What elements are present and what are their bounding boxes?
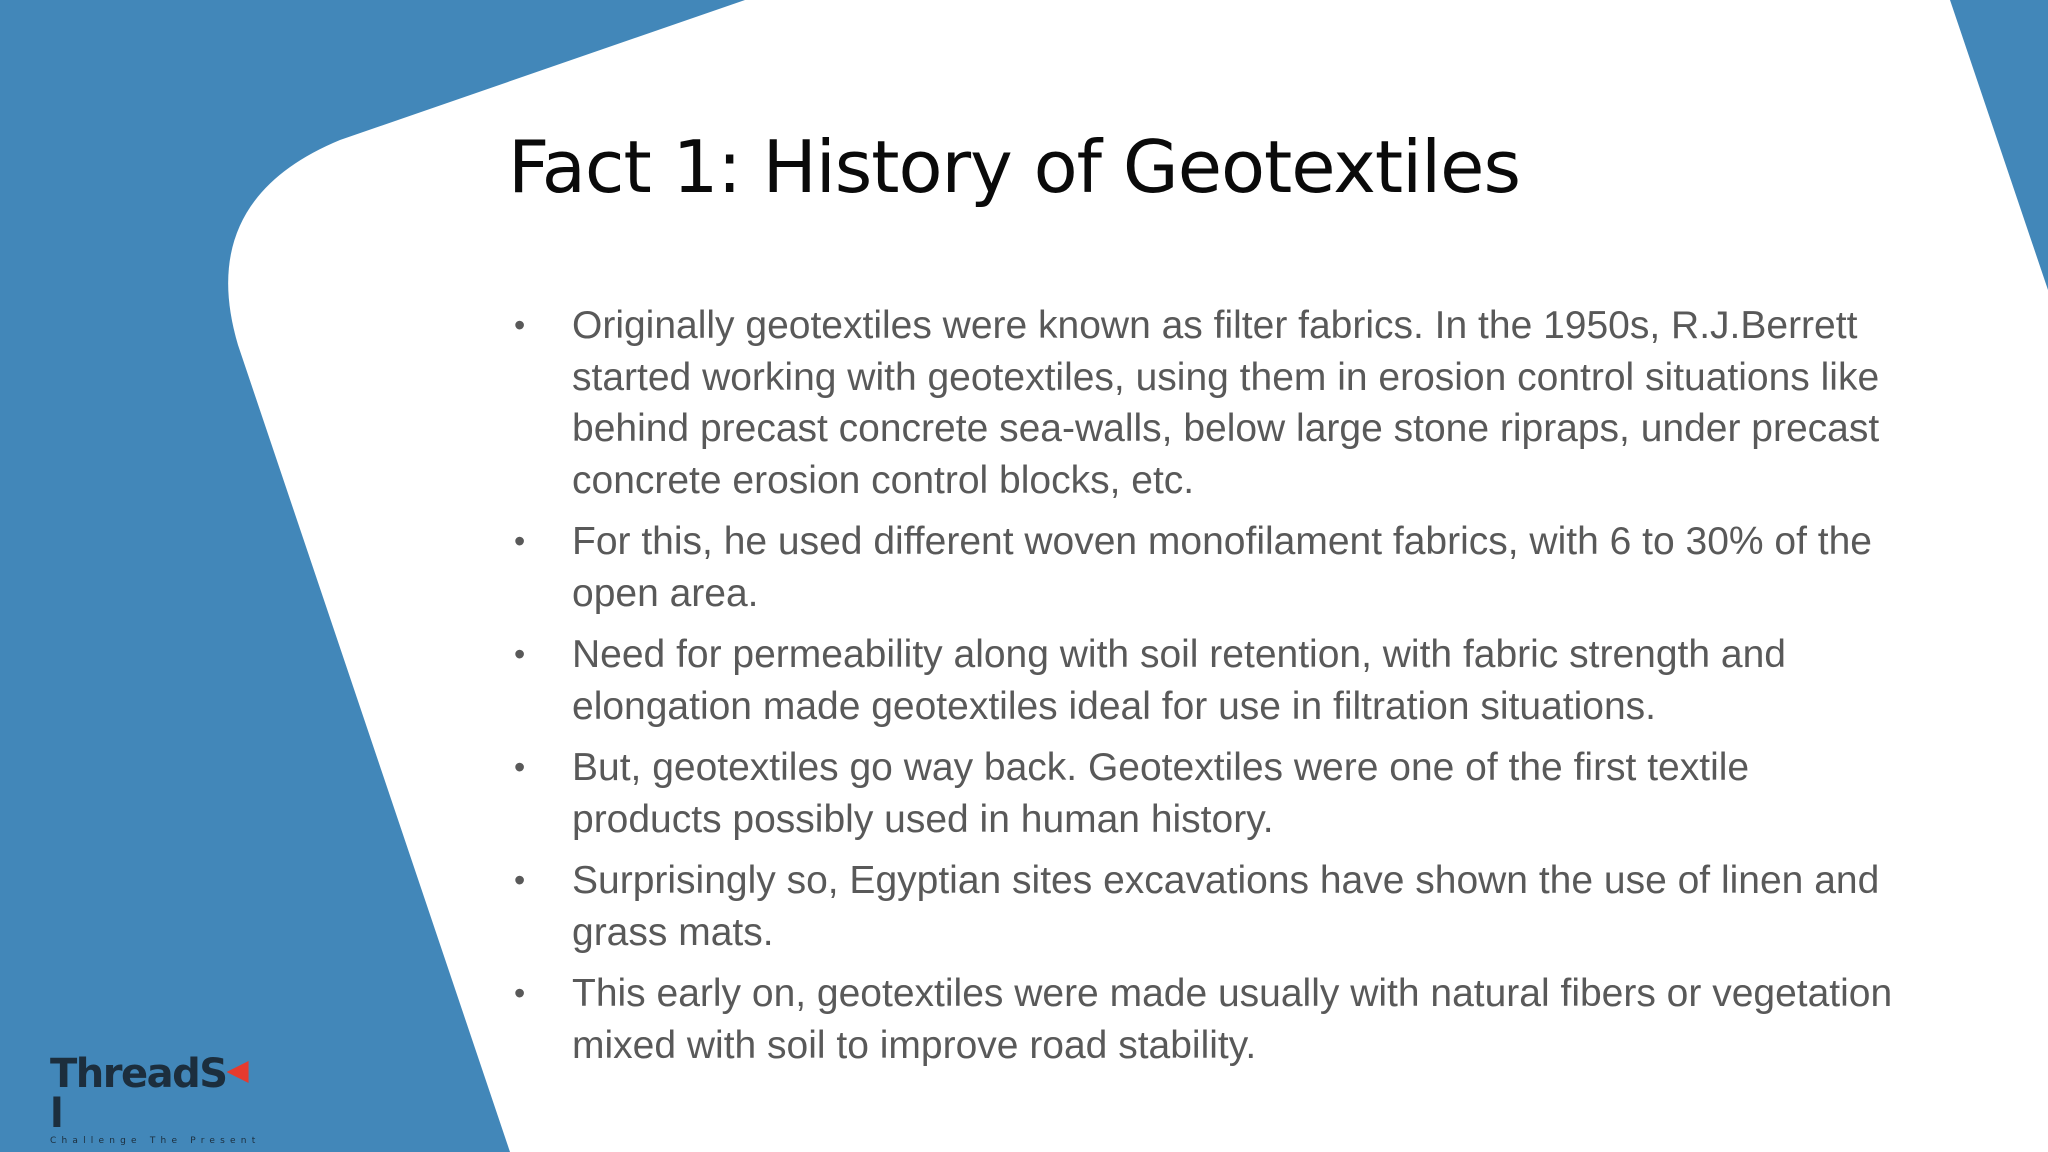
- bullet-text: For this, he used different woven monofilament fabrics, with 6 to 30% of the open area.: [572, 520, 1872, 615]
- bullet-dot-icon: •: [514, 523, 526, 559]
- logo-text-end: l: [50, 1091, 63, 1137]
- bullet-dot-icon: •: [514, 749, 526, 785]
- bullet-dot-icon: •: [514, 636, 526, 672]
- bullet-item: [508, 300, 1908, 506]
- play-triangle-icon: [227, 1061, 249, 1083]
- bullet-dot-icon: •: [514, 862, 526, 898]
- bullet-item: [508, 516, 1908, 619]
- bullet-list: [508, 300, 1908, 1081]
- bullet-item: [508, 742, 1908, 845]
- bullet-text: This early on, geotextiles were made usually with natural fibers or vegetation mixed with soil to improve road stability.: [572, 972, 1893, 1067]
- bullet-item: [508, 855, 1908, 958]
- logo-wordmark: [50, 1051, 250, 1137]
- logo-tagline: Challenge The Present: [50, 1136, 261, 1146]
- bullet-dot-icon: •: [514, 975, 526, 1011]
- logo-text-start: ThreadS: [50, 1051, 227, 1097]
- bullet-text: Need for permeability along with soil retention, with fabric strength and elongation made geotextiles ideal for use in filtration situations.: [572, 633, 1786, 728]
- bullet-text: Surprisingly so, Egyptian sites excavations have shown the use of linen and grass mats.: [572, 859, 1880, 954]
- bullet-item: [508, 629, 1908, 732]
- threadsol-logo: [50, 1051, 261, 1146]
- bullet-text: Originally geotextiles were known as filter fabrics. In the 1950s, R.J.Berrett started working with geotextiles, using them in erosion control situations like behind precast concrete sea-walls, below large stone ripraps, under precast concrete erosion control blocks, etc.: [572, 304, 1880, 502]
- slide-title: Fact 1: History of Geotextiles: [508, 125, 1520, 209]
- bullet-item: [508, 968, 1908, 1071]
- bullet-text: But, geotextiles go way back. Geotextiles were one of the first textile products possibly used in human history.: [572, 746, 1750, 841]
- bullet-dot-icon: •: [514, 307, 526, 343]
